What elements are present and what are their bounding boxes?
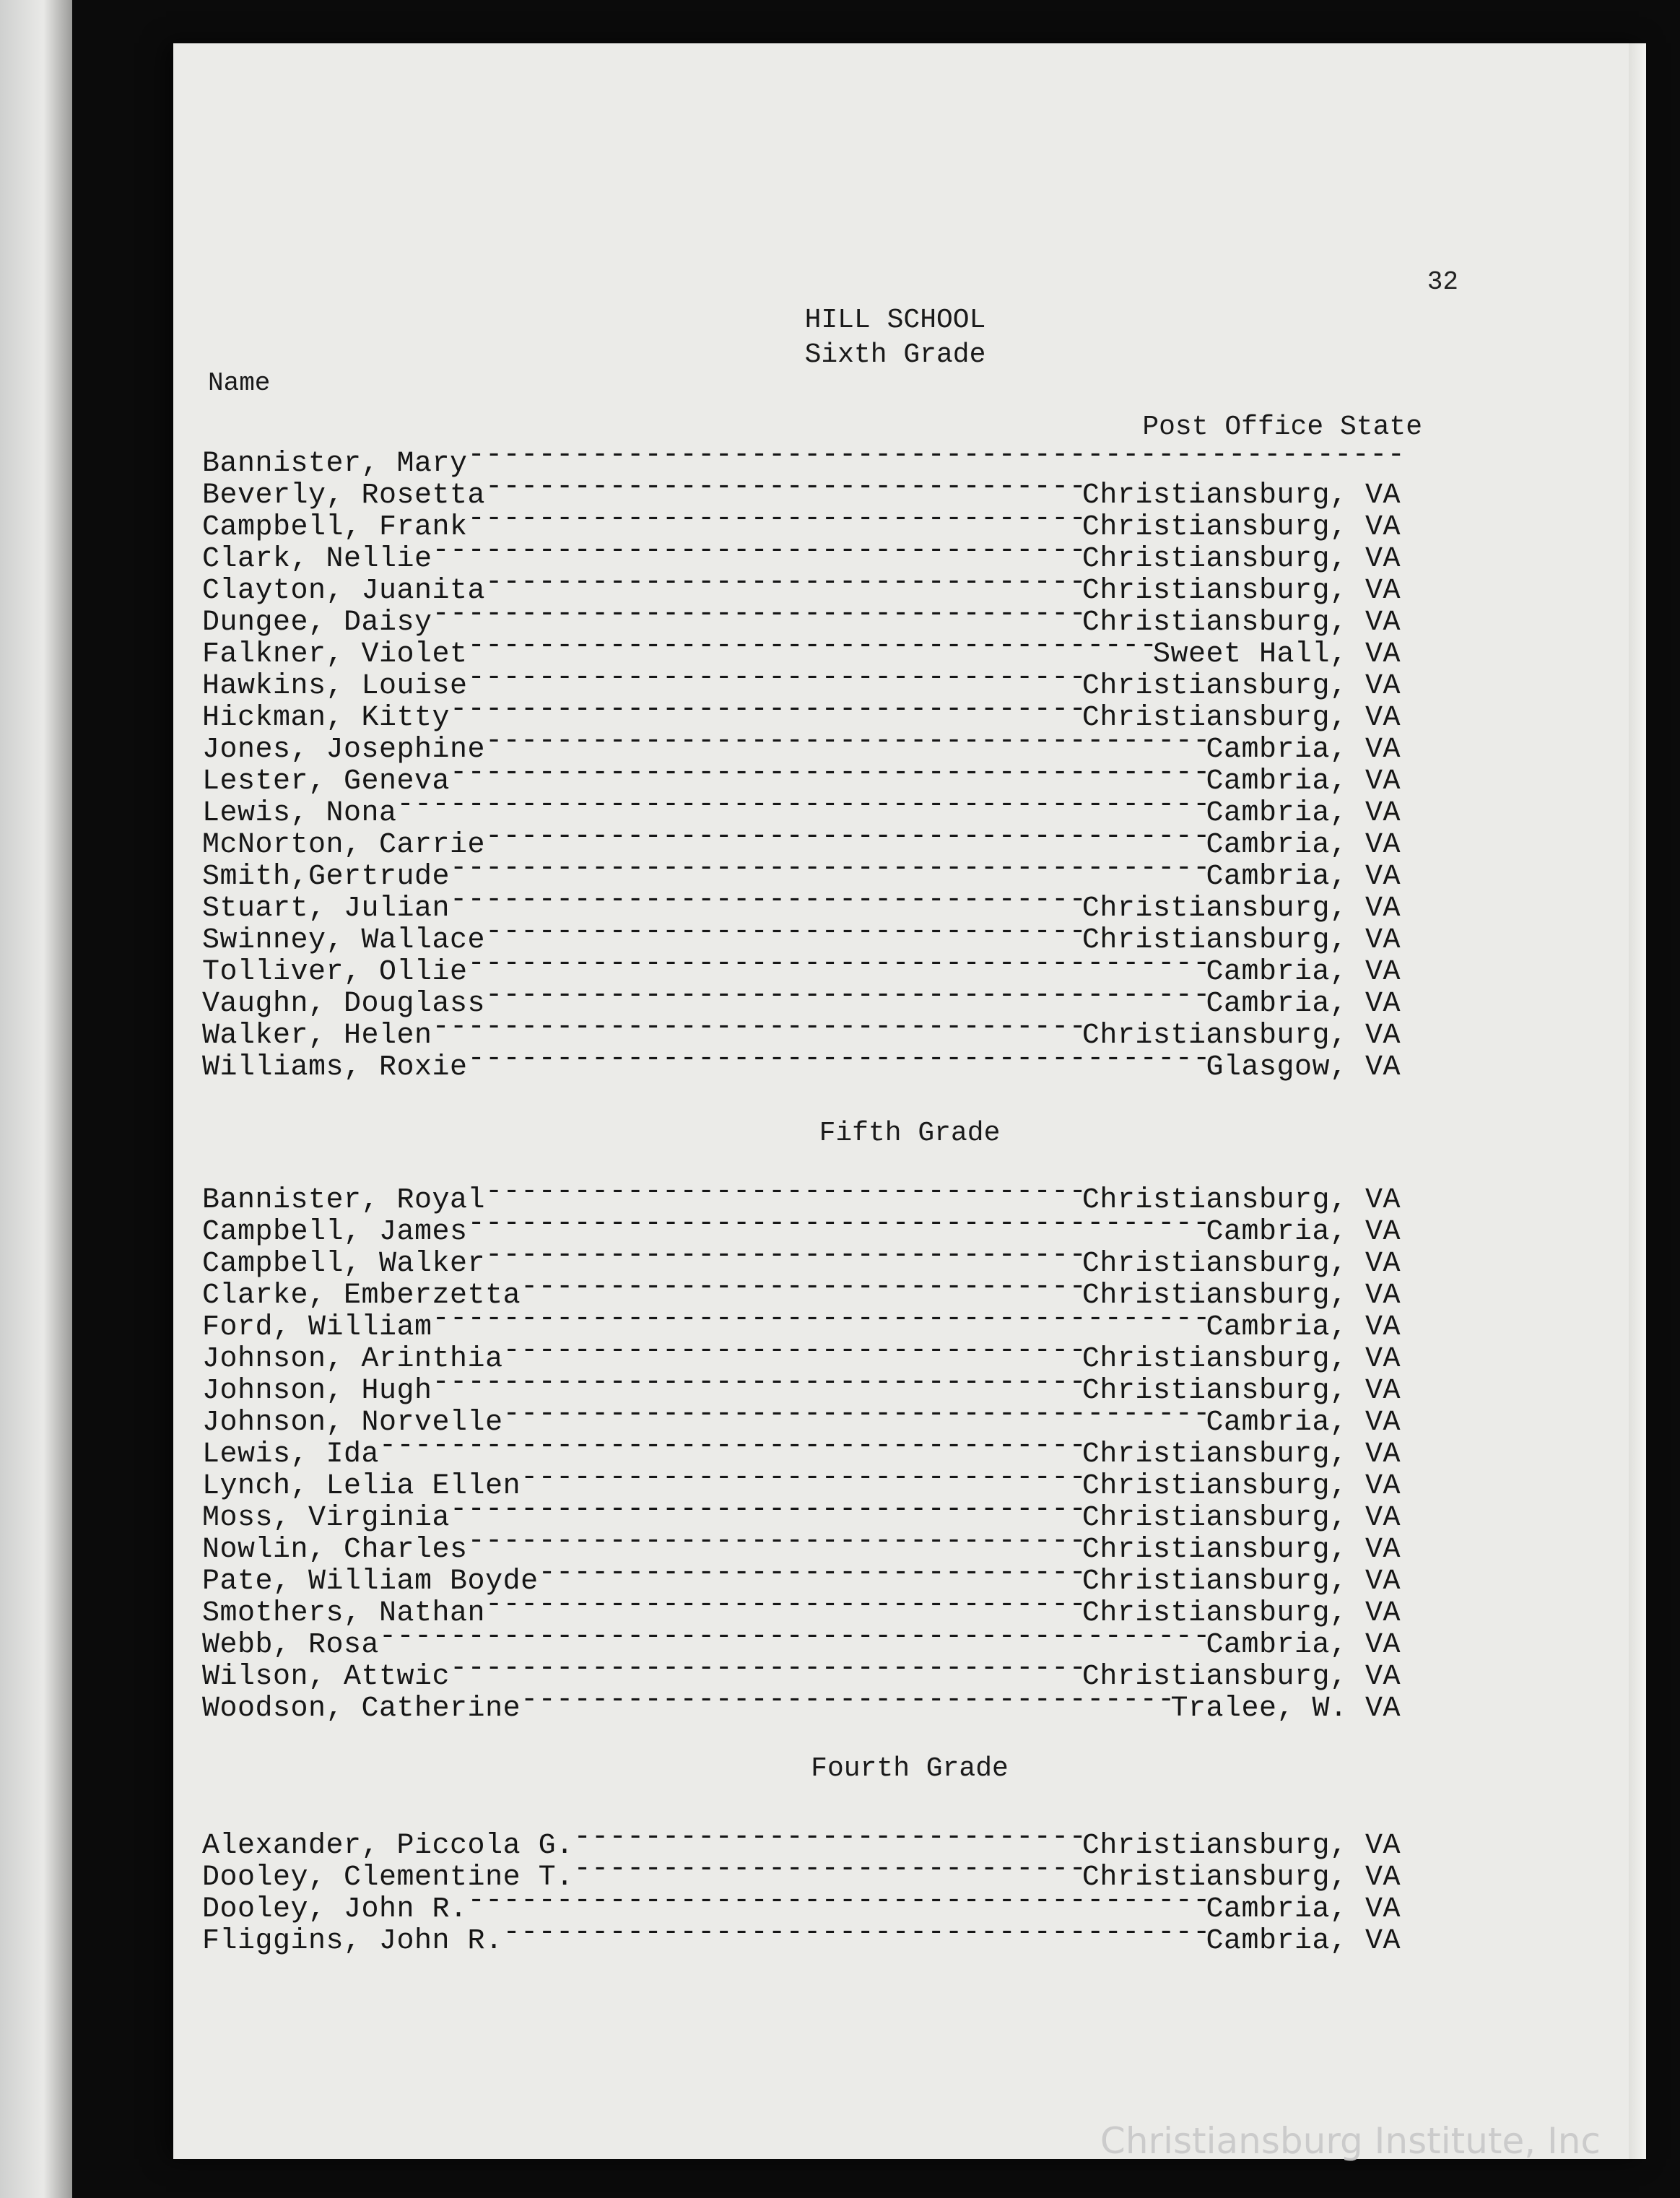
leader-dashes <box>485 820 1206 852</box>
student-name: Dooley, John R. <box>202 1893 468 1926</box>
student-post-office: Christiansburg, VA <box>1081 924 1401 957</box>
leader-dashes <box>468 503 1082 534</box>
student-name: Lynch, Lelia Ellen <box>202 1470 521 1503</box>
student-row <box>202 1821 1401 1862</box>
leader-dashes <box>574 1853 1082 1885</box>
leader-dashes <box>379 1430 1082 1461</box>
student-name: Campbell, Walker <box>202 1248 486 1280</box>
student-post-office: Cambria, VA <box>1206 861 1401 893</box>
student-post-office: Cambria, VA <box>1206 988 1401 1020</box>
facing-page-edge <box>0 0 72 2198</box>
student-post-office: Christiansburg, VA <box>1081 1438 1401 1471</box>
grade-heading-fourth: Fourth Grade <box>811 1753 1009 1784</box>
student-post-office: Christiansburg, VA <box>1081 607 1401 639</box>
student-post-office: Christiansburg, VA <box>1081 1343 1401 1376</box>
student-post-office: Christiansburg, VA <box>1081 1470 1401 1503</box>
fifth-grade-list <box>202 1176 1401 1725</box>
student-post-office: Christiansburg, VA <box>1081 1830 1401 1862</box>
fourth-grade-list <box>202 1821 1401 1958</box>
student-name: Fliggins, John R. <box>202 1925 503 1958</box>
leader-dashes <box>450 1652 1082 1684</box>
leader-dashes <box>450 852 1206 884</box>
leader-dashes <box>468 1207 1206 1239</box>
student-post-office: Christiansburg, VA <box>1081 1597 1401 1630</box>
leader-dashes <box>574 1821 1082 1853</box>
student-name: Alexander, Piccola G. <box>202 1830 574 1862</box>
student-row <box>202 439 1401 480</box>
student-post-office: Glasgow, VA <box>1206 1051 1401 1084</box>
post-office-column-header: Post Office State <box>1142 412 1422 443</box>
leader-dashes <box>503 1334 1082 1366</box>
student-post-office: Cambria, VA <box>1206 1629 1401 1661</box>
leader-dashes <box>468 1885 1206 1916</box>
student-name: Hickman, Kitty <box>202 702 451 734</box>
name-column-header: Name <box>208 368 271 398</box>
student-post-office: Christiansburg, VA <box>1081 1862 1401 1894</box>
student-name: Beverly, Rosetta <box>202 479 486 512</box>
student-name: Clark, Nellie <box>202 543 432 575</box>
student-post-office: Christiansburg, VA <box>1081 1248 1401 1280</box>
leader-dashes <box>450 693 1082 725</box>
student-post-office: Christiansburg, VA <box>1081 1184 1401 1217</box>
student-row <box>202 1176 1401 1217</box>
student-post-office: Cambria, VA <box>1206 1893 1401 1926</box>
leader-dashes <box>485 916 1082 947</box>
student-name: Nowlin, Charles <box>202 1534 468 1566</box>
school-title: HILL SCHOOL <box>804 305 986 336</box>
leader-dashes <box>503 1916 1206 1948</box>
student-name: Webb, Rosa <box>202 1629 380 1661</box>
student-post-office: Christiansburg, VA <box>1081 1534 1401 1566</box>
student-name: Tolliver, Ollie <box>202 956 468 989</box>
leader-dashes <box>468 1043 1206 1074</box>
page-number: 32 <box>1427 267 1458 297</box>
leader-dashes <box>468 630 1153 661</box>
leader-dashes <box>485 1589 1082 1620</box>
student-name: Stuart, Julian <box>202 892 451 925</box>
student-name: Lester, Geneva <box>202 765 451 798</box>
watermark: Christiansburg Institute, Inc <box>1100 2120 1601 2162</box>
student-post-office: Christiansburg, VA <box>1081 1565 1401 1598</box>
leader-dashes <box>503 1398 1206 1430</box>
student-name: Bannister, Royal <box>202 1184 486 1217</box>
leader-dashes <box>521 1461 1082 1493</box>
student-name: Dungee, Daisy <box>202 607 432 639</box>
leader-dashes <box>485 979 1206 1011</box>
student-post-office: Christiansburg, VA <box>1081 1502 1401 1534</box>
leader-dashes <box>485 725 1206 757</box>
student-post-office: Cambria, VA <box>1206 734 1401 766</box>
grade-heading-fifth: Fifth Grade <box>819 1118 1001 1149</box>
student-name: Ford, William <box>202 1311 432 1344</box>
student-post-office: Cambria, VA <box>1206 1407 1401 1439</box>
student-name: Smothers, Nathan <box>202 1597 486 1630</box>
student-post-office: Christiansburg, VA <box>1081 1020 1401 1052</box>
student-post-office: Christiansburg, VA <box>1081 892 1401 925</box>
leader-dashes <box>432 1366 1082 1398</box>
student-post-office: Cambria, VA <box>1206 1925 1401 1958</box>
student-post-office: Cambria, VA <box>1206 797 1401 830</box>
student-name: Swinney, Wallace <box>202 924 486 957</box>
student-post-office: Christiansburg, VA <box>1081 543 1401 575</box>
student-name: Pate, William Boyde <box>202 1565 539 1598</box>
leader-dashes <box>432 534 1082 566</box>
student-post-office: Christiansburg, VA <box>1081 1280 1401 1312</box>
student-name: Johnson, Norvelle <box>202 1407 503 1439</box>
student-name: Wilson, Attwic <box>202 1661 451 1693</box>
leader-dashes <box>485 1239 1082 1271</box>
student-name: Moss, Virginia <box>202 1502 451 1534</box>
leader-dashes <box>485 1176 1082 1207</box>
student-post-office: Cambria, VA <box>1206 829 1401 861</box>
leader-dashes <box>468 1525 1082 1557</box>
student-post-office: Christiansburg, VA <box>1081 479 1401 512</box>
student-name: Jones, Josephine <box>202 734 486 766</box>
student-name: McNorton, Carrie <box>202 829 486 861</box>
leader-dashes <box>468 439 1401 471</box>
sixth-grade-list <box>202 439 1401 1084</box>
leader-dashes <box>521 1684 1170 1716</box>
leader-dashes <box>468 661 1082 693</box>
leader-dashes <box>432 1303 1206 1334</box>
student-post-office: Christiansburg, VA <box>1081 511 1401 544</box>
student-post-office: Sweet Hall, VA <box>1152 638 1401 671</box>
leader-dashes <box>450 884 1082 916</box>
student-post-office: Cambria, VA <box>1206 1216 1401 1248</box>
student-name: Falkner, Violet <box>202 638 468 671</box>
leader-dashes <box>397 789 1206 820</box>
student-post-office: Christiansburg, VA <box>1081 575 1401 607</box>
student-post-office: Tralee, W. VA <box>1170 1693 1401 1725</box>
student-name: Williams, Roxie <box>202 1051 468 1084</box>
student-post-office: Christiansburg, VA <box>1081 1375 1401 1407</box>
student-name: Clayton, Juanita <box>202 575 486 607</box>
student-post-office: Christiansburg, VA <box>1081 670 1401 703</box>
student-post-office: Christiansburg, VA <box>1081 1661 1401 1693</box>
student-name: Campbell, James <box>202 1216 468 1248</box>
grade-heading-sixth: Sixth Grade <box>804 339 986 370</box>
student-name: Clarke, Emberzetta <box>202 1280 521 1312</box>
student-name: Bannister, Mary <box>202 448 468 480</box>
leader-dashes <box>450 1493 1082 1525</box>
student-name: Walker, Helen <box>202 1020 432 1052</box>
student-name: Dooley, Clementine T. <box>202 1862 574 1894</box>
student-name: Johnson, Arinthia <box>202 1343 503 1376</box>
leader-dashes <box>450 757 1206 789</box>
leader-dashes <box>485 471 1082 503</box>
student-post-office: Cambria, VA <box>1206 765 1401 798</box>
leader-dashes <box>432 1011 1082 1043</box>
title-block <box>173 303 1646 373</box>
student-post-office: Cambria, VA <box>1206 956 1401 989</box>
leader-dashes <box>379 1620 1206 1652</box>
student-name: Hawkins, Louise <box>202 670 468 703</box>
student-name: Lewis, Nona <box>202 797 397 830</box>
leader-dashes <box>521 1271 1082 1303</box>
student-name: Vaughn, Douglass <box>202 988 486 1020</box>
leader-dashes <box>468 947 1206 979</box>
student-post-office: Cambria, VA <box>1206 1311 1401 1344</box>
student-name: Campbell, Frank <box>202 511 468 544</box>
student-name: Smith,Gertrude <box>202 861 451 893</box>
student-name: Woodson, Catherine <box>202 1693 521 1725</box>
leader-dashes <box>539 1557 1082 1589</box>
document-page <box>173 43 1646 2159</box>
student-post-office: Christiansburg, VA <box>1081 702 1401 734</box>
student-name: Johnson, Hugh <box>202 1375 432 1407</box>
student-name: Lewis, Ida <box>202 1438 380 1471</box>
leader-dashes <box>432 598 1082 630</box>
leader-dashes <box>485 566 1082 598</box>
